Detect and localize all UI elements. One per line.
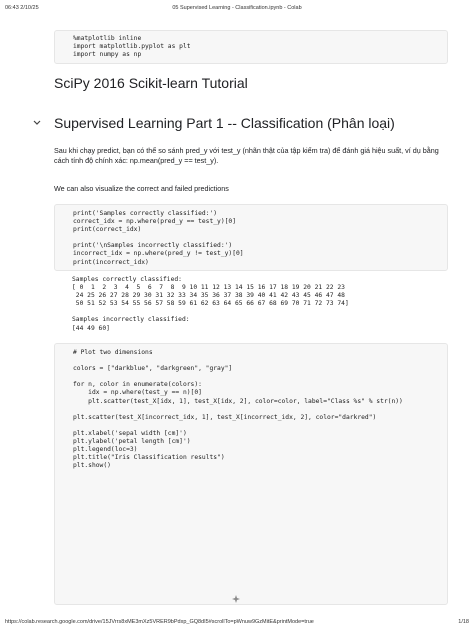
heading-supervised-learning: Supervised Learning Part 1 -- Classification (Phân loại) (54, 115, 395, 131)
print-title: 05 Supervised Learning - Classification.ipynb - Colab (172, 5, 302, 11)
code-cell-plot[interactable] (54, 343, 448, 605)
paragraph-predict-eval: Sau khi chạy predict, bạn có thể so sánh pred_y với test_y (nhãn thật của tập kiểm tra) để đánh giá hiệu suất, ví dụ bằng cách tính độ chính xác: np.mean(pred_y == test_y). (54, 146, 439, 165)
print-footer (5, 619, 469, 625)
code-text[interactable]: # Plot two dimensions colors = ["darkblue", "darkgreen", "gray"] for n, color in enumerate(colors): idx = np.where(test_y == n)[0] plt.scatter(test_X[idx, 1], test_X[idx, 2], color=color, label="Class %s" % str(n)) plt.scatter(test_X[incorrect_idx, 1], test_X[incorrect_idx, 2], color="darkred") plt.xlabel('sepal width [cm]') plt.ylabel('petal length [cm]') plt.legend(loc=3) plt.title("Iris Classification results") plt.show() (73, 349, 403, 470)
code-text[interactable]: %matplotlib inline import matplotlib.pyplot as plt import numpy as np (73, 35, 191, 59)
code-cell-imports[interactable] (54, 30, 448, 64)
chevron-down-icon[interactable] (30, 118, 44, 129)
page-number: 1/18 (458, 619, 469, 625)
sparkle-icon[interactable] (232, 590, 240, 598)
section-header[interactable] (30, 115, 395, 131)
output-classified (54, 276, 466, 336)
paragraph-visualize: We can also visualize the correct and failed predictions (54, 184, 229, 193)
footer-url: https://colab.research.google.com/drive/15JVrrs8xME3mXz5VRER9bPdxp_GQ8dI5#scrollTo=pWnuw9GzMitE&printMode=true (5, 619, 314, 625)
code-cell-classified[interactable] (54, 204, 448, 271)
heading-scipy-tutorial: SciPy 2016 Scikit-learn Tutorial (54, 75, 248, 91)
output-text: Samples correctly classified: [ 0 1 2 3 4 5 6 7 8 9 10 11 12 13 14 15 16 17 18 19 20 21 22 23 24 25 26 27 28 29 30 31 32 33 34 35 36 37 38 39 40 41 42 43 45 46 47 48 50 51 52 53 54 55 56 57 58 59 61 62 63 64 65 66 67 68 69 70 71 72 73 74] Samples incorrectly classified: [44 49 60] (72, 276, 349, 332)
print-header (5, 5, 469, 11)
code-text[interactable]: print('Samples correctly classified:') correct_idx = np.where(pred_y == test_y)[0] print(correct_idx) print('\nSamples incorrectly classified:') incorrect_idx = np.where(pred_y != test_y)[0] print(incorrect_idx) (73, 210, 244, 266)
print-datetime: 06:43 2/10/25 (5, 5, 39, 11)
